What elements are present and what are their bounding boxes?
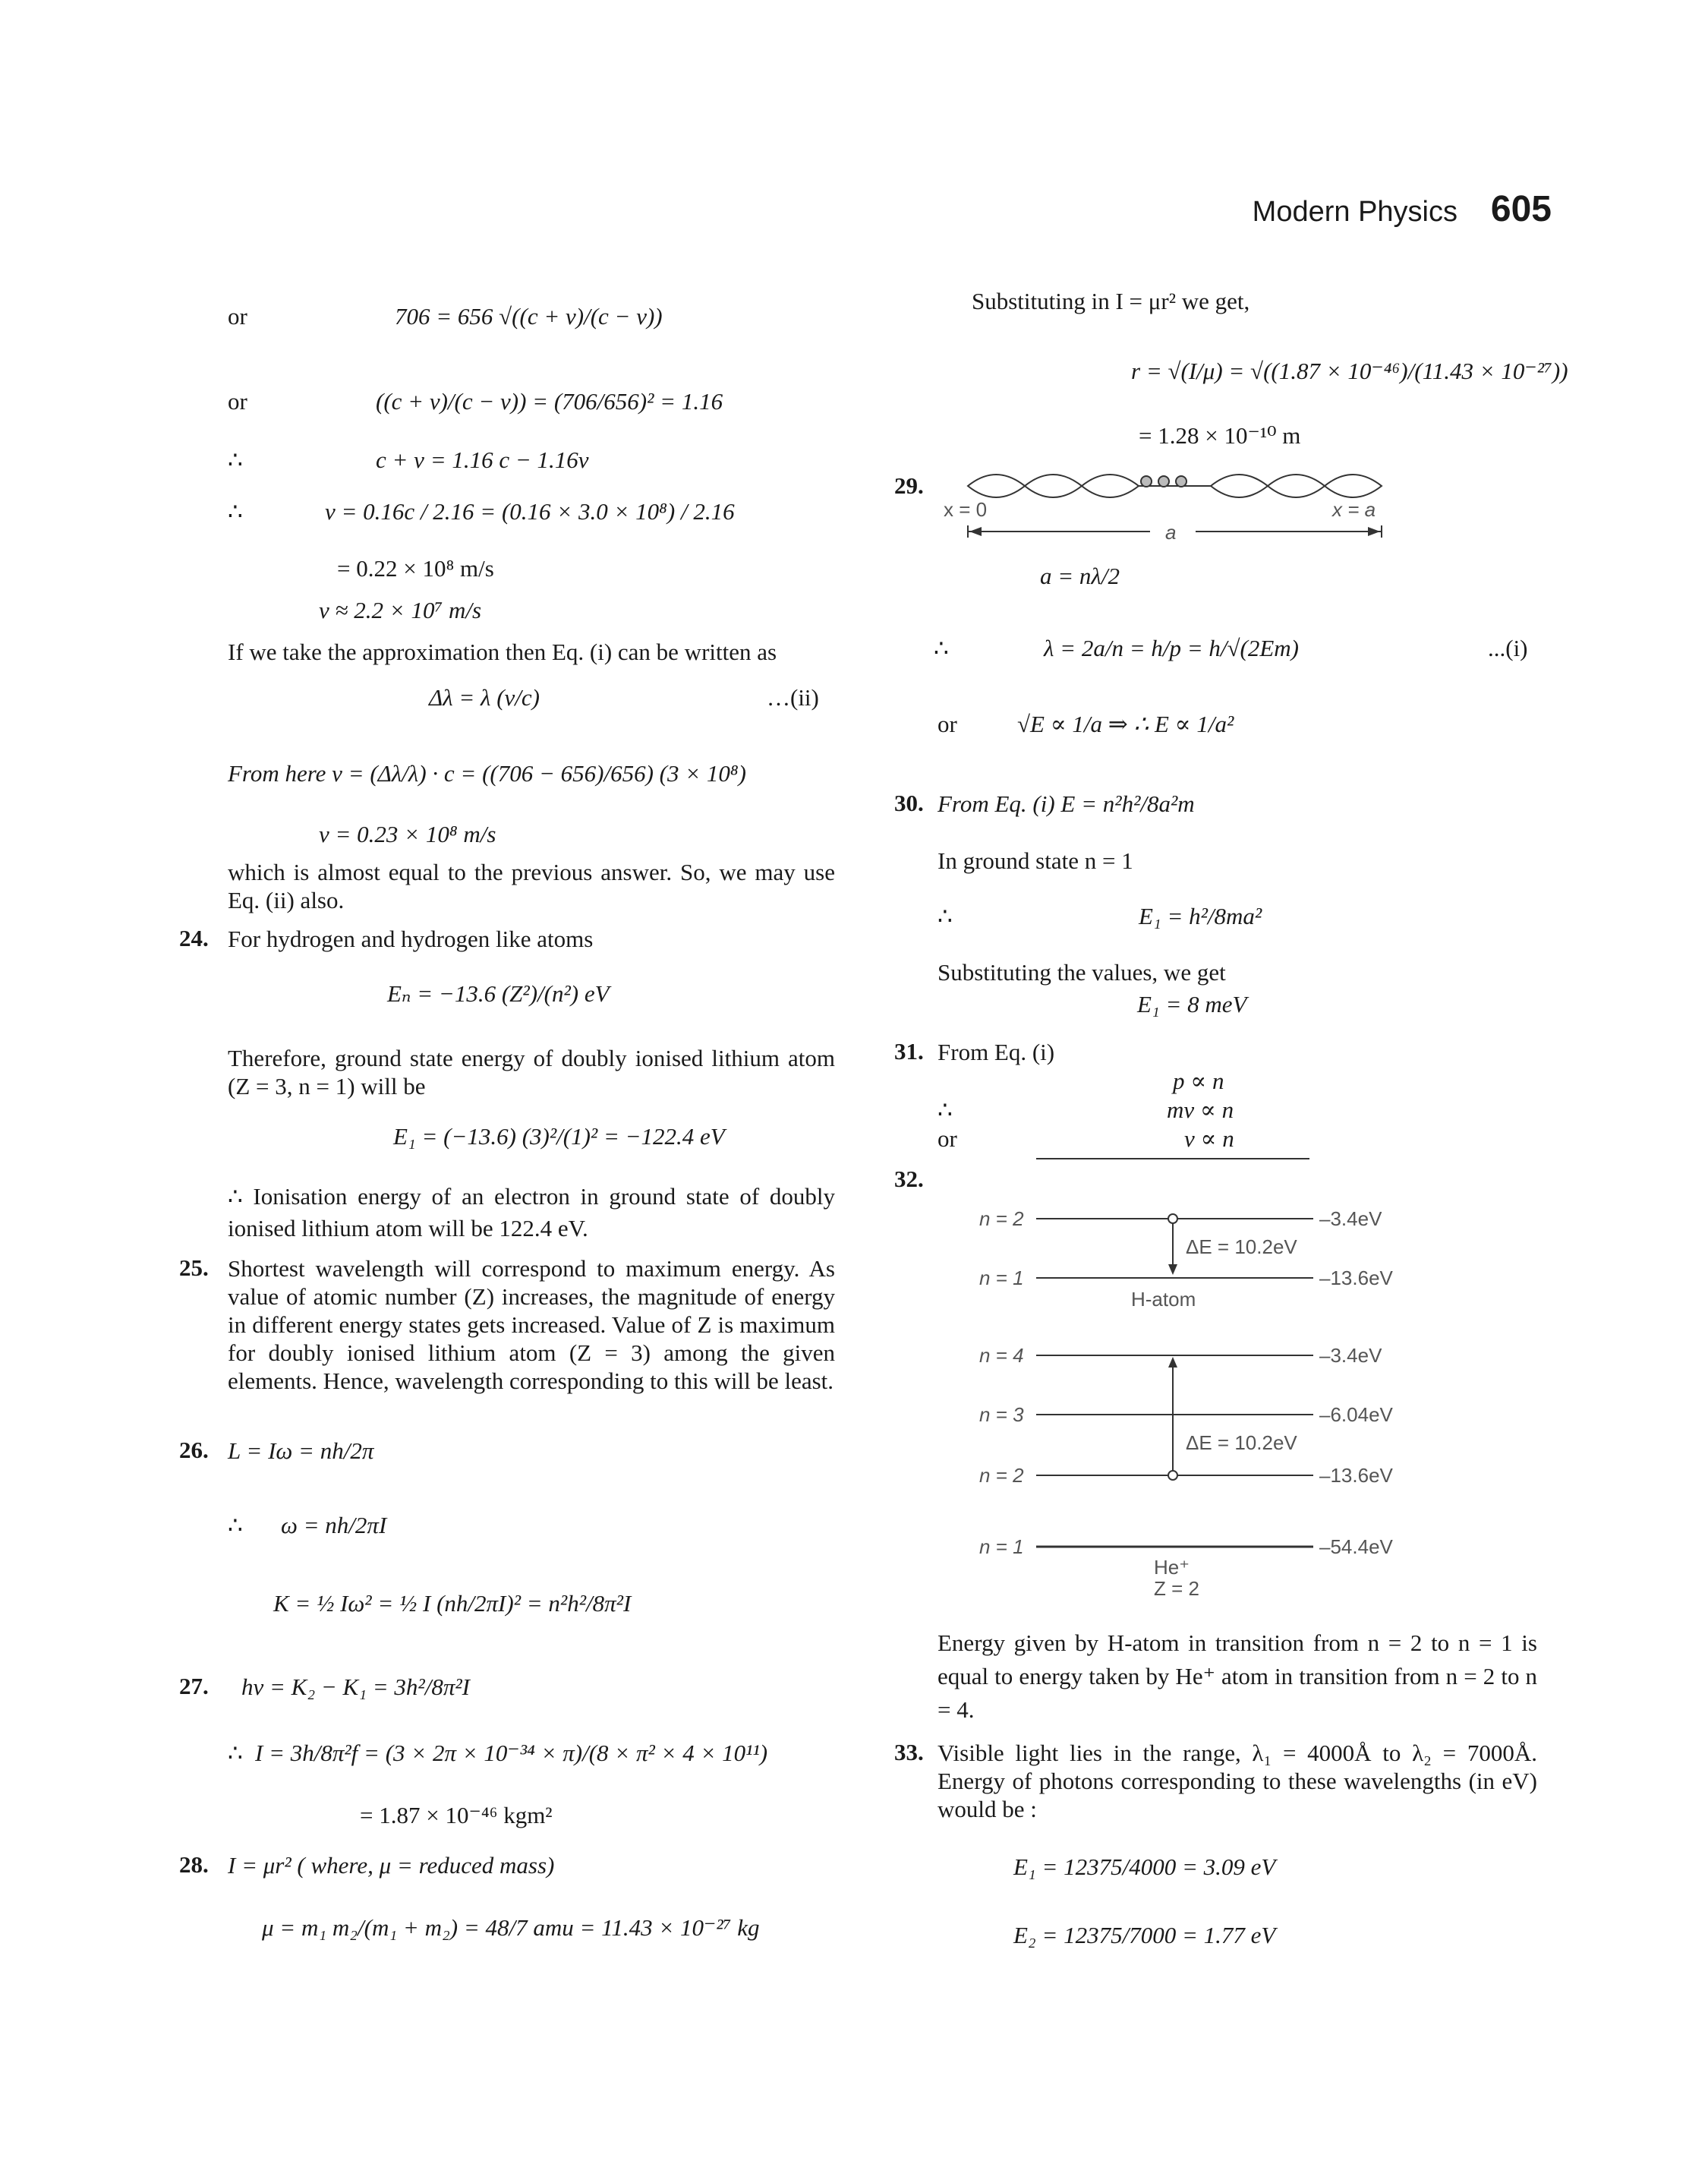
energy-level-diagram	[972, 1196, 1412, 1621]
dot-2	[1158, 476, 1169, 487]
q26-eq1: L = Iω = nh/2π	[228, 1437, 374, 1464]
text-previous-answer: which is almost equal to the previous answer. So, we may use Eq. (ii) also.	[228, 859, 835, 913]
q28-eq1: I = μr² ( where, μ = reduced mass)	[228, 1852, 555, 1879]
q30-text1: In ground state n = 1	[938, 847, 1133, 874]
wave-loops	[968, 475, 1382, 497]
q26-eq2: ω = nh/2πI	[281, 1512, 387, 1538]
h-atom-label: H-atom	[1131, 1288, 1196, 1311]
q33-number: 33.	[894, 1739, 924, 1765]
q30-eq2-therefore: ∴	[938, 903, 953, 929]
q24-text2: Therefore, ground state energy of doubly ionised lithium atom (Z = 3, n = 1) will be	[228, 1045, 835, 1099]
q27-number: 27.	[179, 1673, 209, 1699]
eq5: = 0.22 × 10⁸ m/s	[337, 555, 494, 582]
eq9: v = 0.23 × 10⁸ m/s	[319, 821, 496, 847]
q28-eq2: μ = m₁ m₂/(m₁ + m₂) = 48/7 amu = 11.43 × 10⁻²⁷ kg	[262, 1914, 760, 1941]
q31-eq2-therefore: ∴	[938, 1096, 953, 1123]
q24-text: For hydrogen and hydrogen like atoms	[228, 926, 594, 952]
page-header-title: Modern Physics	[1252, 196, 1457, 228]
he-n2-label: n = 2	[979, 1464, 1024, 1487]
q33-eq2: E₂ = 12375/7000 = 1.77 eV	[1013, 1922, 1276, 1948]
q25-text: Shortest wavelength will correspond to maximum energy. As value of atomic number (Z) increases, the magnitude of energy in different energy states gets increased. Value of Z is maximum for doubly ionised lithium atom (Z = 3) among the given elements. Hence, wavelength corresponding to this will be least.	[228, 1255, 835, 1394]
q29-eq1: a = nλ/2	[1040, 563, 1120, 589]
q30-eq1: From Eq. (i) E = n²h²/8a²m	[938, 790, 1195, 817]
q32-text: Energy given by H-atom in transition from n = 2 to n = 1 is equal to energy taken by He⁺ atom in transition from n = 2 to n = 4.	[938, 1629, 1537, 1723]
he-ion-label: He⁺	[1154, 1556, 1190, 1579]
text-approximation: If we take the approximation then Eq. (i) can be written as	[228, 639, 777, 665]
q28-eq4: = 1.28 × 10⁻¹⁰ m	[1139, 422, 1301, 449]
q27-eq1: hν = K₂ − K₁ = 3h²/8π²I	[241, 1674, 470, 1700]
eq4-therefore: ∴	[228, 498, 243, 525]
q24-eq2: E₁ = (−13.6) (3)²/(1)² = −122.4 eV	[393, 1123, 725, 1150]
eq7: Δλ = λ (v/c)	[429, 684, 540, 711]
h-n1-energy: –13.6eV	[1319, 1267, 1393, 1289]
q31-eq3-or: or	[938, 1125, 957, 1152]
q26-eq2-therefore: ∴	[228, 1512, 243, 1538]
he-n3-label: n = 3	[979, 1403, 1024, 1426]
he-n1-label: n = 1	[979, 1535, 1024, 1558]
he-n4-label: n = 4	[979, 1344, 1024, 1367]
q28-substituting-text: Substituting in I = μr² we get,	[972, 288, 1250, 314]
he-n4-energy: –3.4eV	[1319, 1344, 1382, 1367]
q25-number: 25.	[179, 1254, 209, 1281]
q26-number: 26.	[179, 1437, 209, 1463]
q24-eq1: Eₙ = −13.6 (Z²)/(n²) eV	[387, 980, 610, 1007]
h-n2-energy: –3.4eV	[1319, 1207, 1382, 1230]
eq1: 706 = 656 √((c + v)/(c − v))	[395, 303, 663, 330]
q29-eq3: √E ∝ 1/a ⇒ ∴ E ∝ 1/a²	[1017, 711, 1234, 737]
dot-1	[1141, 476, 1152, 487]
eq6: v ≈ 2.2 × 10⁷ m/s	[319, 597, 482, 623]
q29-eq3-or: or	[938, 711, 957, 737]
q27-eq3: = 1.87 × 10⁻⁴⁶ kgm²	[360, 1802, 553, 1828]
a-label: a	[1165, 521, 1177, 544]
eq7-tag: …(ii)	[767, 684, 819, 711]
q31-eq3: v ∝ n	[1184, 1125, 1234, 1152]
q27-eq2-therefore: ∴	[228, 1740, 243, 1766]
q28-eq3: r = √(I/μ) = √((1.87 × 10⁻⁴⁶)/(11.43 × 10⁻²⁷))	[1131, 358, 1568, 384]
q31-divider	[1036, 1158, 1309, 1159]
he-n3-energy: –6.04eV	[1319, 1403, 1393, 1426]
eq8: From here v = (Δλ/λ) · c = ((706 − 656)/656) (3 × 10⁸)	[228, 760, 746, 787]
standing-wave-diagram	[938, 463, 1408, 547]
xa-label: x = a	[1332, 498, 1376, 521]
q24-text3: ∴ Ionisation energy of an electron in ground state of doubly ionised lithium atom will be 122.4 eV.	[228, 1183, 835, 1241]
he-n1-energy: –54.4eV	[1319, 1535, 1393, 1558]
eq2: ((c + v)/(c − v)) = (706/656)² = 1.16	[376, 388, 723, 415]
q30-eq3: E₁ = 8 meV	[1137, 991, 1247, 1017]
q30-eq2: E₁ = h²/8ma²	[1139, 903, 1262, 929]
q30-text2: Substituting the values, we get	[938, 959, 1226, 986]
he-n2-energy: –13.6eV	[1319, 1464, 1393, 1487]
q29-eq2-tag: ...(i)	[1488, 635, 1528, 661]
he-z-label: Z = 2	[1154, 1577, 1199, 1600]
q33-text: Visible light lies in the range, λ₁ = 4000Å to λ₂ = 7000Å. Energy of photons corresponding to these wavelengths (in eV) would be :	[938, 1740, 1537, 1822]
q29-eq2: λ = 2a/n = h/p = h/√(2Em)	[1044, 635, 1300, 661]
q33-eq1: E₁ = 12375/4000 = 3.09 eV	[1013, 1853, 1276, 1880]
h-delta-e: ΔE = 10.2eV	[1186, 1235, 1297, 1258]
q30-number: 30.	[894, 790, 924, 816]
h-n2-label: n = 2	[979, 1207, 1024, 1230]
page-number: 605	[1490, 189, 1552, 229]
q29-eq2-therefore: ∴	[934, 635, 949, 661]
q29-number: 29.	[894, 472, 924, 499]
q31-eq1: p ∝ n	[1173, 1068, 1224, 1094]
dot-3	[1176, 476, 1186, 487]
h-n1-label: n = 1	[979, 1267, 1024, 1289]
x0-label: x = 0	[944, 498, 988, 521]
he-delta-e: ΔE = 10.2eV	[1186, 1431, 1297, 1454]
q31-number: 31.	[894, 1038, 924, 1065]
q27-eq2: I = 3h/8π²f = (3 × 2π × 10⁻³⁴ × π)/(8 × π² × 4 × 10¹¹)	[255, 1740, 768, 1766]
q31-text: From Eq. (i)	[938, 1039, 1055, 1065]
q24-number: 24.	[179, 925, 209, 951]
q32-number: 32.	[894, 1166, 924, 1192]
q31-eq2: mv ∝ n	[1167, 1096, 1234, 1123]
eq2-or: or	[228, 388, 247, 415]
q26-eq3: K = ½ Iω² = ½ I (nh/2πI)² = n²h²/8π²I	[273, 1590, 632, 1617]
eq4: v = 0.16c / 2.16 = (0.16 × 3.0 × 10⁸) / 2.16	[325, 498, 735, 525]
eq1-or: or	[228, 303, 247, 330]
eq3-therefore: ∴	[228, 446, 243, 473]
eq3: c + v = 1.16 c − 1.16v	[376, 446, 589, 473]
q28-number: 28.	[179, 1851, 209, 1878]
